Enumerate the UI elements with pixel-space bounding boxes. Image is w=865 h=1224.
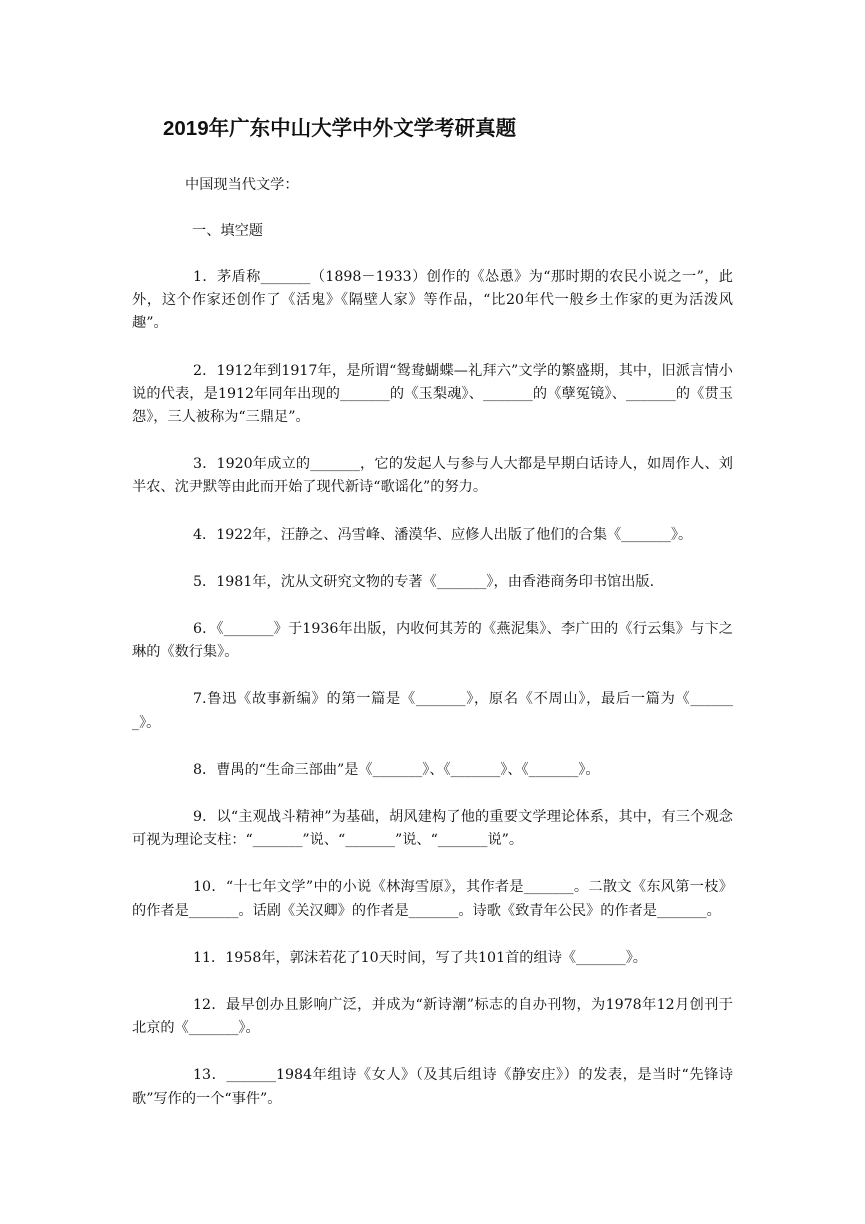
section-heading: 中国现当代文学： bbox=[185, 177, 299, 193]
question-item: 4．1922年，汪静之、冯雪峰、潘漠华、应修人出版了他们的合集《_______》。 bbox=[193, 526, 693, 543]
subsection-heading: 一、填空题 bbox=[192, 223, 263, 239]
question-item: 8．曹禺的“生命三部曲”是《_______》、《_______》、《_______》。 bbox=[193, 761, 600, 778]
document-title: 2019年广东中山大学中外文学考研真题 bbox=[163, 117, 517, 140]
question-item: 6．《_______》于1936年出版，内收何其芳的《燕泥集》、李广田的《行云集》与卞之琳的《数行集》。 bbox=[132, 621, 733, 661]
question-item: 2．1912年到1917年，是所谓“鸳鸯蝴蝶—礼拜六”文学的繁盛期，其中，旧派言情小说的代表，是1912年同年出现的_______的《玉梨魂》、_______的《孽冤镜》、_______的《贯玉怨》，三人被称为“三鼎足”。 bbox=[132, 362, 733, 426]
question-item: 3．1920年成立的_______，它的发起人与参与人大都是早期白话诗人，如周作人、刘半农、沈尹默等由此而开始了现代新诗“歌谣化”的努力。 bbox=[132, 456, 733, 496]
question-item: 11．1958年，郭沫若花了10天时间，写了共101首的组诗《_______》。 bbox=[193, 949, 647, 966]
question-item: 9．以“主观战斗精神”为基础，胡风建构了他的重要文学理论体系，其中，有三个观念可视为理论支柱：“_______”说、“_______”说、“_______说”。 bbox=[132, 809, 733, 849]
question-item: 7.鲁迅《故事新编》的第一篇是《_______》，原名《不周山》，最后一篇为《_______》。 bbox=[132, 691, 733, 731]
question-item: 5．1981年，沈从文研究文物的专著《_______》，由香港商务印书馆出版. bbox=[193, 573, 655, 590]
question-item: 1．茅盾称_______（1898－1933）创作的《怂恿》为“那时期的农民小说之一”，此外，这个作家还创作了《活鬼》《隔壁人家》等作品，“比20年代一般乡土作家的更为活泼风趣”。 bbox=[132, 269, 733, 332]
question-item: 10．“十七年文学”中的小说《林海雪原》，其作者是_______。二散文《东风第一枝》的作者是_______。话剧《关汉卿》的作者是_______。诗歌《致青年公民》的作者是_______。 bbox=[132, 879, 733, 919]
question-list bbox=[132, 266, 733, 1111]
question-item: 13．_______1984年组诗《女人》（及其后组诗《静安庄》）的发表，是当时“先锋诗歌”写作的一个“事件”。 bbox=[132, 1067, 733, 1107]
question-item: 12．最早创办且影响广泛，并成为“新诗潮”标志的自办刊物，为1978年12月创刊于北京的《_______》。 bbox=[132, 997, 733, 1037]
